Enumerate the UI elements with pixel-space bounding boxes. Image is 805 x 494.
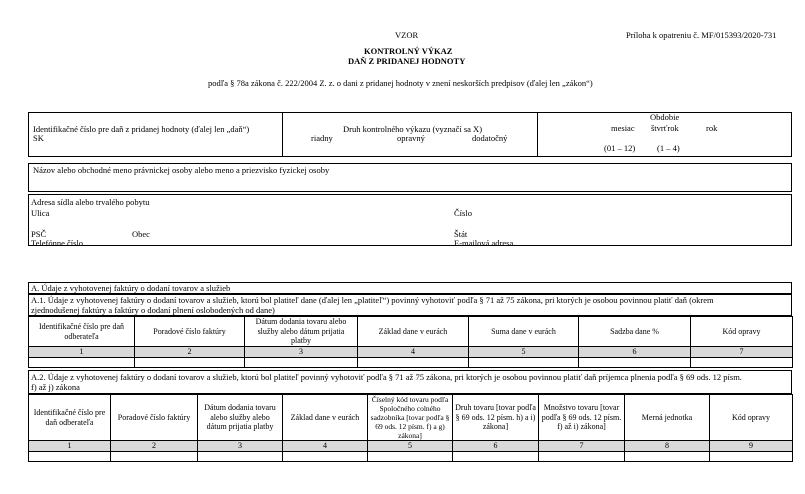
a1-header-row: [29, 317, 793, 347]
a2-cell[interactable]: [625, 451, 710, 461]
section-a2-title: A.2. Údaje z vyhotovenej faktúry o dodaní tovarov a služieb, ktorú bol platiteľ povinný vyhotoviť podľa § 71 až 75 zákona, pri ktorých je osobou povinnou platiť daň príjemca plnenia podľa § 69 ods. 12 písm.: [31, 372, 742, 382]
a2-cell[interactable]: [453, 451, 539, 461]
a2-cell[interactable]: [111, 451, 198, 461]
period-quarter[interactable]: štvrťrok: [651, 123, 679, 133]
report-type-corrective[interactable]: opravný: [397, 133, 425, 143]
a2-col-number: 1: [29, 441, 111, 452]
a2-cell[interactable]: [198, 451, 283, 461]
section-a-title: A. Údaje z vyhotovenej faktúry o dodaní tovarov a služieb: [31, 283, 231, 293]
a2-cell[interactable]: [368, 451, 453, 461]
municipality-label[interactable]: Obec: [132, 229, 150, 239]
report-type-supplementary[interactable]: dodatočný: [472, 133, 508, 143]
a2-col-goods-type: Druh tovaru [tovar podľa § 69 ods. 12 písm. h) a i) zákona]: [453, 395, 539, 441]
period-month-range: (01 – 12): [604, 143, 636, 153]
section-a2-table: [28, 394, 793, 462]
form-title: KONTROLNÝ VÝKAZ: [364, 46, 453, 56]
country-label[interactable]: Štát: [454, 229, 468, 239]
a1-col-invoice-number: Poradové číslo faktúry: [135, 317, 245, 347]
a2-cell[interactable]: [283, 451, 368, 461]
period-month[interactable]: mesiac: [611, 123, 635, 133]
a2-cell[interactable]: [539, 451, 625, 461]
taxpayer-name-label: Názov alebo obchodné meno právnickej osoby alebo meno a priezvisko fyzickej osoby: [33, 165, 330, 175]
a1-cell[interactable]: [691, 357, 793, 367]
a2-col-number: 6: [453, 441, 539, 452]
vat-id-label: Identifikačné číslo pre daň z pridanej hodnoty (ďalej len „daň“): [33, 124, 250, 134]
section-a1-table: [28, 316, 793, 368]
email-label[interactable]: E-mailová adresa: [454, 238, 514, 248]
a1-cell[interactable]: [245, 357, 358, 367]
a2-col-number: 3: [198, 441, 283, 452]
house-number-label[interactable]: Číslo: [454, 208, 472, 218]
section-a1-title-cont: zjednodušenej faktúry a faktúry o dodaní plnení oslobodených od dane): [31, 305, 275, 315]
a1-col-correction-code: Kód opravy: [691, 317, 793, 347]
address-label: Adresa sídla alebo trvalého pobytu: [31, 197, 150, 207]
a1-col-tax-rate: Sadzba dane %: [579, 317, 691, 347]
vzor-label: VZOR: [395, 30, 419, 40]
a2-col-number: 2: [111, 441, 198, 452]
a2-number-row: [29, 441, 793, 452]
period-label: Obdobie: [650, 112, 680, 122]
a2-col-number: 5: [368, 441, 453, 452]
a1-col-number: 3: [245, 347, 358, 358]
legal-basis: podľa § 78a zákona č. 222/2004 Z. z. o dani z pridanej hodnoty v znení neskorších predpisov (ďalej len „zákon“): [208, 78, 593, 88]
report-type-regular[interactable]: riadny: [311, 133, 333, 143]
phone-label[interactable]: Telefónne číslo: [31, 238, 84, 248]
a2-col-number: 7: [539, 441, 625, 452]
a2-col-buyer-vat-id: Identifikačné číslo pre daň odberateľa: [29, 395, 111, 441]
a2-col-unit: Merná jednotka: [625, 395, 710, 441]
report-type-label: Druh kontrolného výkazu (vyznačí sa X): [343, 124, 483, 134]
period-quarter-range: (1 – 4): [657, 143, 680, 153]
a1-cell[interactable]: [579, 357, 691, 367]
a1-col-tax-base: Základ dane v eurách: [358, 317, 469, 347]
a2-col-goods-quantity: Množstvo tovaru [tovar podľa § 69 ods. 12 písm. f) až i) zákona]: [539, 395, 625, 441]
a1-col-number: 2: [135, 347, 245, 358]
a1-col-number: 7: [691, 347, 793, 358]
a1-col-number: 5: [469, 347, 579, 358]
period-year[interactable]: rok: [706, 123, 718, 133]
section-a1-title: A.1. Údaje z vyhotovenej faktúry o dodaní tovarov a služieb, ktorú bol platiteľ dane (ďalej len „platiteľ“) povinný vyhotoviť podľa § 71 až 75 zákona, pri ktorých je osobou povinnou platiť daň (okrem: [31, 295, 714, 305]
a2-cell[interactable]: [29, 451, 111, 461]
a2-data-row[interactable]: [29, 451, 793, 461]
a1-col-tax-amount: Suma dane v eurách: [469, 317, 579, 347]
postal-code-label[interactable]: PSČ: [31, 229, 47, 239]
a2-col-tax-base: Základ dane v eurách: [283, 395, 368, 441]
a1-cell[interactable]: [29, 357, 135, 367]
a2-header-row: [29, 395, 793, 441]
a1-cell[interactable]: [358, 357, 469, 367]
a1-col-number: 4: [358, 347, 469, 358]
section-a2-title-cont: f) až j) zákona: [31, 382, 80, 392]
a1-number-row: [29, 347, 793, 358]
vat-id-prefix[interactable]: SK: [33, 133, 44, 143]
a1-col-supply-date: Dátum dodania tovaru alebo služby alebo dátum prijatia platby: [245, 317, 358, 347]
street-label[interactable]: Ulica: [31, 208, 50, 218]
a2-col-supply-date: Dátum dodania tovaru alebo služby alebo dátum prijatia platby: [198, 395, 283, 441]
a1-cell[interactable]: [135, 357, 245, 367]
a2-cell[interactable]: [710, 451, 793, 461]
a1-data-row[interactable]: [29, 357, 793, 367]
a1-col-number: 1: [29, 347, 135, 358]
a2-col-customs-code: Číselný kód tovaru podľa Spoločného colného sadzobníka [tovar podľa § 69 ods. 12 písm. f) a g) zákona]: [368, 395, 453, 441]
a1-col-number: 6: [579, 347, 691, 358]
a2-col-invoice-number: Poradové číslo faktúry: [111, 395, 198, 441]
annex-reference: Príloha k opatreniu č. MF/015393/2020-731: [626, 30, 777, 40]
a2-col-number: 4: [283, 441, 368, 452]
a2-col-correction-code: Kód opravy: [710, 395, 793, 441]
a1-col-buyer-vat-id: Identifikačné číslo pre daň odberateľa: [29, 317, 135, 347]
a2-col-number: 9: [710, 441, 793, 452]
a2-col-number: 8: [625, 441, 710, 452]
form-subtitle-title: DAŇ Z PRIDANEJ HODNOTY: [348, 56, 466, 66]
a1-cell[interactable]: [469, 357, 579, 367]
